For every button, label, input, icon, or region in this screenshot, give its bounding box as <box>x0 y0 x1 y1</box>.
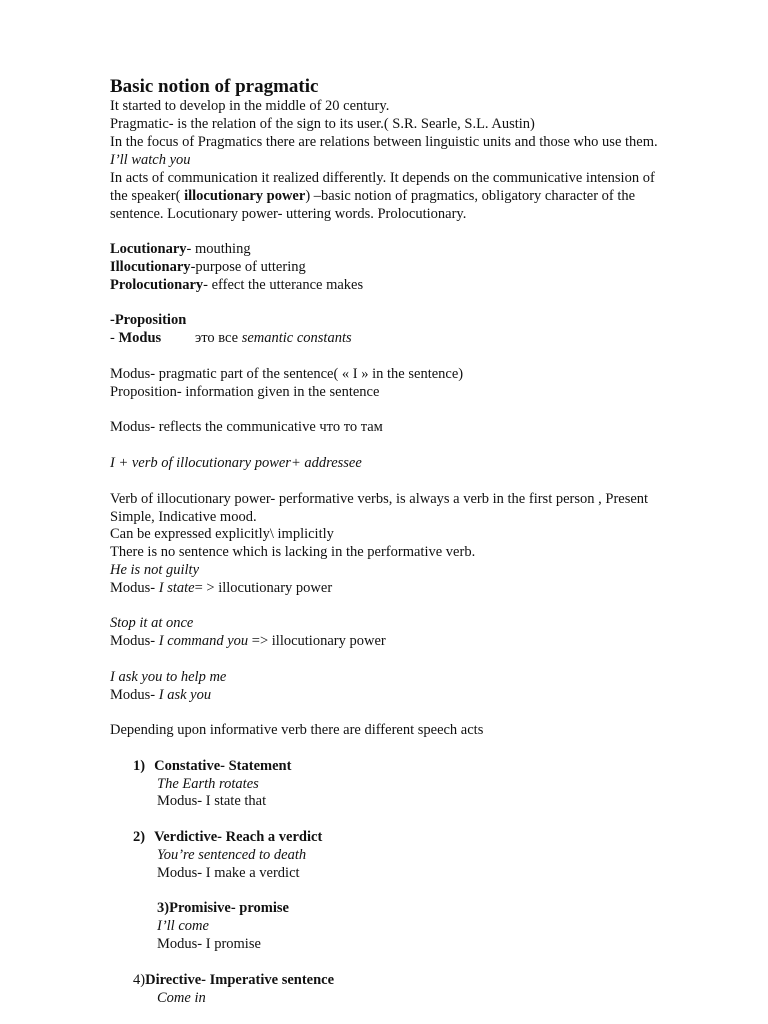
intro-line-3: In the focus of Pragmatics there are relations between linguistic units and those who use them. <box>110 134 658 150</box>
speech-act-3-title: Promisive- promise <box>169 900 289 916</box>
speech-act-3-modus: Modus- I promise <box>157 936 261 952</box>
intro-line-6 <box>110 187 635 205</box>
speech-act-4-number: 4) <box>133 972 146 988</box>
proposition-label <box>110 311 186 329</box>
example-2-modus-verb: I command you <box>158 633 249 649</box>
example-2-modus-pre: Modus- <box>110 633 159 649</box>
intro-line-7: sentence. Locutionary power- uttering words. Prolocutionary. <box>110 206 467 222</box>
example-1-text: He is not guilty <box>110 562 200 578</box>
speech-act-1-title: Constative- Statement <box>154 758 292 774</box>
term-illocutionary <box>110 258 306 276</box>
speech-act-4-example-text: Come in <box>157 990 206 1006</box>
speech-act-2-modus: Modus- I make a verdict <box>157 865 300 881</box>
speech-act-1-number: 1) <box>133 758 146 774</box>
speech-act-3-number: 3) <box>157 900 170 916</box>
modus-text: Modus <box>118 330 162 346</box>
speech-act-4-heading <box>133 971 334 989</box>
term-prolocutionary <box>110 276 363 294</box>
semantic-constants-note <box>195 329 352 347</box>
speech-act-2-example-text: You’re sentenced to death <box>157 847 307 863</box>
term-prolocutionary-def: - effect the utterance makes <box>203 277 364 293</box>
term-illocutionary-def: -purpose of uttering <box>190 259 306 275</box>
example-3 <box>110 668 226 686</box>
example-1-modus <box>110 579 332 597</box>
intro-line-6c: ) –basic notion of pragmatics, obligatory character of the <box>305 188 636 204</box>
intro-example-text: I’ll watch you <box>110 152 191 168</box>
modus-prefix: - <box>110 330 119 346</box>
speech-act-2-number: 2) <box>133 829 146 845</box>
intro-line-1: It started to develop in the middle of 20 century. <box>110 98 390 114</box>
modus-def: Modus- pragmatic part of the sentence( « I » in the sentence) <box>110 366 464 382</box>
example-1-modus-verb: I state <box>158 580 195 596</box>
proposition-text: -Proposition <box>110 312 187 328</box>
term-locutionary <box>110 240 251 258</box>
speech-act-3-heading <box>157 899 289 917</box>
intro-example <box>110 151 191 169</box>
example-2-modus-post: => illocutionary power <box>248 633 386 649</box>
term-locutionary-def: - mouthing <box>186 241 251 257</box>
speech-act-1-heading <box>133 757 291 775</box>
speech-act-1-modus: Modus- I state that <box>157 793 267 809</box>
speech-act-2-example <box>157 846 306 864</box>
speech-act-2-heading <box>133 828 322 846</box>
speech-act-4-example <box>157 989 206 1007</box>
speech-act-1-example <box>157 775 259 793</box>
note-italic: semantic constants <box>241 330 352 346</box>
speech-act-3-example <box>157 917 209 935</box>
illocutionary-power-term: illocutionary power <box>184 188 306 204</box>
intro-line-5: In acts of communication it realized differently. It depends on the communicative intension of <box>110 170 655 186</box>
verb-line-3: Can be expressed explicitly\ implicitly <box>110 526 334 542</box>
verb-line-4: There is no sentence which is lacking in the performative verb. <box>110 544 476 560</box>
modus-label <box>110 329 161 347</box>
example-1-modus-post: = > illocutionary power <box>194 580 333 596</box>
example-1-modus-pre: Modus- <box>110 580 159 596</box>
example-1 <box>110 561 199 579</box>
page-title: Basic notion of pragmatic <box>110 76 319 97</box>
intro-line-6a: the speaker( <box>110 188 185 204</box>
formula-text: I + verb of illocutionary power+ addressee <box>110 455 362 471</box>
verb-line-1: Verb of illocutionary power- performative verbs, is always a verb in the first person , Present <box>110 491 649 507</box>
speech-act-3-example-text: I’ll come <box>157 918 209 934</box>
example-3-modus <box>110 686 211 704</box>
speech-act-1-example-text: The Earth rotates <box>157 776 259 792</box>
proposition-def: Proposition- information given in the sentence <box>110 384 380 400</box>
example-3-text: I ask you to help me <box>110 669 227 685</box>
speech-act-4-title: Directive- Imperative sentence <box>145 972 335 988</box>
example-3-modus-pre: Modus- <box>110 687 159 703</box>
term-locutionary-name: Locutionary <box>110 241 187 257</box>
example-3-modus-verb: I ask you <box>158 687 212 703</box>
depending-line: Depending upon informative verb there are different speech acts <box>110 722 484 738</box>
speech-act-2-title: Verdictive- Reach a verdict <box>154 829 323 845</box>
note-russian: это все <box>195 330 239 346</box>
term-illocutionary-name: Illocutionary <box>110 259 191 275</box>
modus-reflects: Modus- reflects the communicative что то там <box>110 419 383 435</box>
formula <box>110 454 362 472</box>
example-2-modus <box>110 632 386 650</box>
intro-line-2: Pragmatic- is the relation of the sign to its user.( S.R. Searle, S.L. Austin) <box>110 116 535 132</box>
term-prolocutionary-name: Prolocutionary <box>110 277 204 293</box>
verb-line-2: Simple, Indicative mood. <box>110 509 257 525</box>
example-2-text: Stop it at once <box>110 615 194 631</box>
example-2 <box>110 614 193 632</box>
